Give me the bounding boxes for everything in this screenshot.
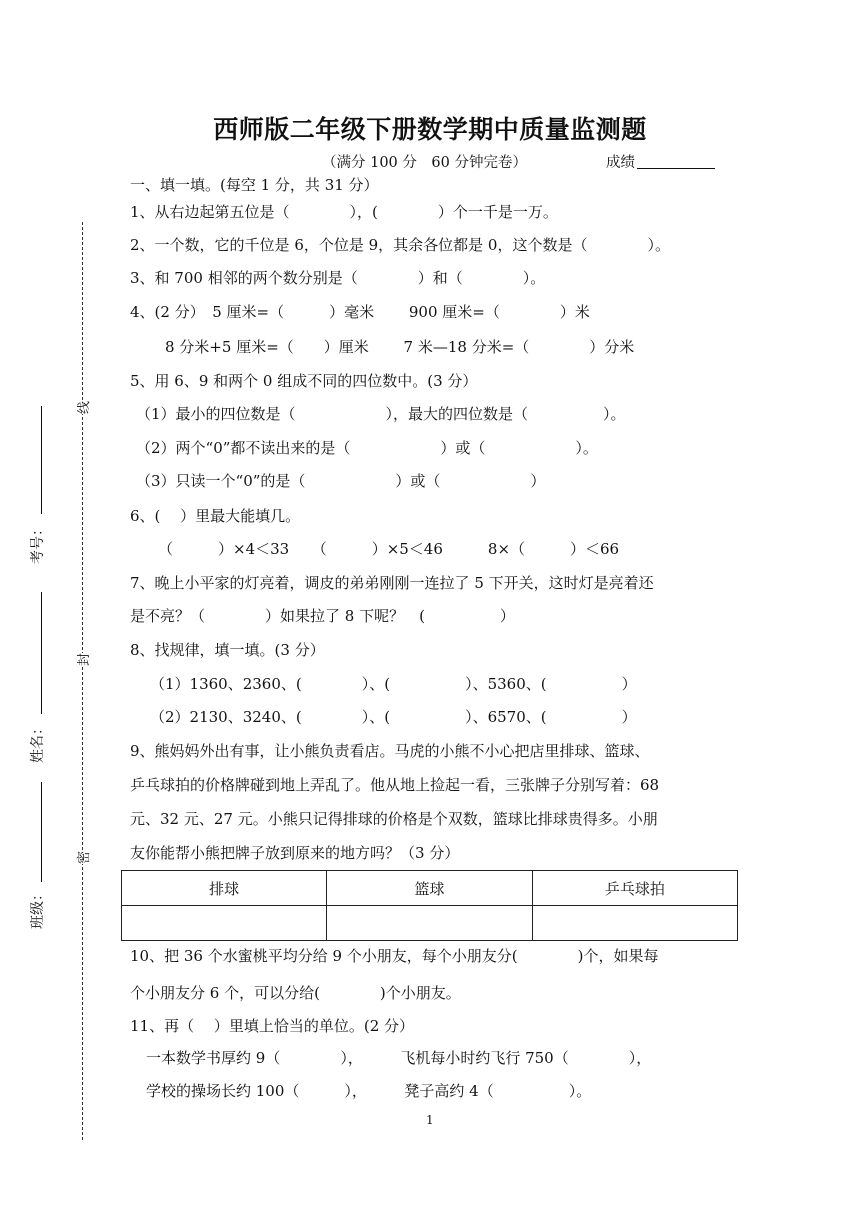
table-header-row: [122, 871, 738, 906]
name-blank: [41, 592, 42, 714]
table-answer-row: [122, 906, 738, 941]
question-8-part-1: （1）1360、2360、( ）、( ）、5360、( ）: [150, 675, 637, 693]
page-number: 1: [426, 1113, 434, 1127]
question-8: 8、找规律，填一填。(3 分）: [130, 641, 325, 659]
exam-number-label: 考号：: [30, 522, 46, 564]
score-field: [606, 151, 715, 172]
class-blank: [41, 782, 42, 882]
page-title: 西师版二年级下册数学期中质量监测题: [213, 115, 647, 144]
question-10-line-2: 个小朋友分 6 个，可以分给( )个小朋友。: [130, 984, 461, 1002]
question-5-part-1: （1）最小的四位数是（ ），最大的四位数是（ ）。: [136, 405, 626, 423]
question-11-line-2: 学校的操场长约 100（ ）， 凳子高约 4（ ）。: [146, 1082, 592, 1100]
binding-dashed-line: [82, 222, 83, 1140]
answer-cell-volleyball[interactable]: [122, 906, 327, 941]
question-4-line-2: 8 分米+5 厘米=（ ）厘米 7 米—18 分米=（ ）分米: [165, 338, 635, 356]
section-1-heading: 一、填一填。(每空 1 分，共 31 分）: [130, 176, 379, 194]
question-4-line-1: 4、(2 分） 5 厘米=（ ）毫米 900 厘米=（ ）米: [130, 303, 590, 321]
table-header-volleyball: 排球: [122, 871, 327, 906]
question-3: 3、和 700 相邻的两个数分别是（ ）和（ ）。: [130, 269, 546, 287]
exam-subtitle: （满分 100 分 60 分钟完卷）: [322, 155, 527, 171]
table-header-basketball: 篮球: [327, 871, 532, 906]
class-label: 班级：: [30, 887, 46, 929]
question-8-part-2: （2）2130、3240、( ）、( ）、6570、( ）: [150, 708, 637, 726]
exam-number-blank: [41, 406, 42, 514]
question-7-line-1: 7、晚上小平家的灯亮着，调皮的弟弟刚刚一连拉了 5 下开关，这时灯是亮着还: [130, 574, 654, 592]
question-6-items: （ ）×4＜33 （ ）×5＜46 8×（ ）＜66: [158, 540, 620, 558]
question-6: 6、( ）里最大能填几。: [130, 507, 301, 525]
question-9-line-4: 友你能帮小熊把牌子放到原来的地方吗？（3 分）: [130, 844, 460, 862]
question-2: 2、一个数，它的千位是 6，个位是 9，其余各位都是 0，这个数是（ ）。: [130, 236, 670, 254]
score-label: 成绩: [606, 155, 635, 171]
table-header-pingpong-paddle: 乒乓球拍: [532, 871, 737, 906]
bind-char-xian: 线: [73, 401, 92, 414]
question-1: 1、从右边起第五位是（ ），( ）个一千是一万。: [130, 203, 558, 221]
question-11: 11、再（ ）里填上恰当的单位。(2 分）: [130, 1017, 415, 1035]
bind-char-mi: 密: [73, 851, 92, 864]
question-5-part-3: （3）只读一个“0”的是（ ）或（ ）: [136, 472, 546, 490]
answer-cell-basketball[interactable]: [327, 906, 532, 941]
question-11-line-1: 一本数学书厚约 9（ ）， 飞机每小时约飞行 750（ ），: [146, 1049, 652, 1067]
question-5-part-2: （2）两个“0”都不读出来的是（ ）或（ ）。: [136, 439, 598, 457]
question-9-line-3: 元、32 元、27 元。小熊只记得排球的价格是个双数，篮球比排球贵得多。小朋: [130, 810, 658, 828]
question-9-line-2: 乒乓球拍的价格牌碰到地上弄乱了。他从地上捡起一看，三张牌子分别写着：68: [130, 776, 660, 794]
question-7-line-2: 是不亮？（ ）如果拉了 8 下呢？ ( ）: [130, 607, 515, 625]
question-5: 5、用 6、9 和两个 0 组成不同的四位数中。(3 分）: [130, 372, 478, 390]
question-9-line-1: 9、熊妈妈外出有事，让小熊负责看店。马虎的小熊不小心把店里排球、篮球、: [130, 742, 650, 760]
answer-cell-pingpong-paddle[interactable]: [532, 906, 737, 941]
score-blank-line: [637, 168, 715, 169]
bind-char-feng: 封: [73, 653, 92, 666]
name-label: 姓名：: [30, 721, 46, 763]
price-table: [121, 870, 738, 941]
question-10-line-1: 10、把 36 个水蜜桃平均分给 9 个小朋友，每个小朋友分( )个，如果每: [130, 947, 659, 965]
